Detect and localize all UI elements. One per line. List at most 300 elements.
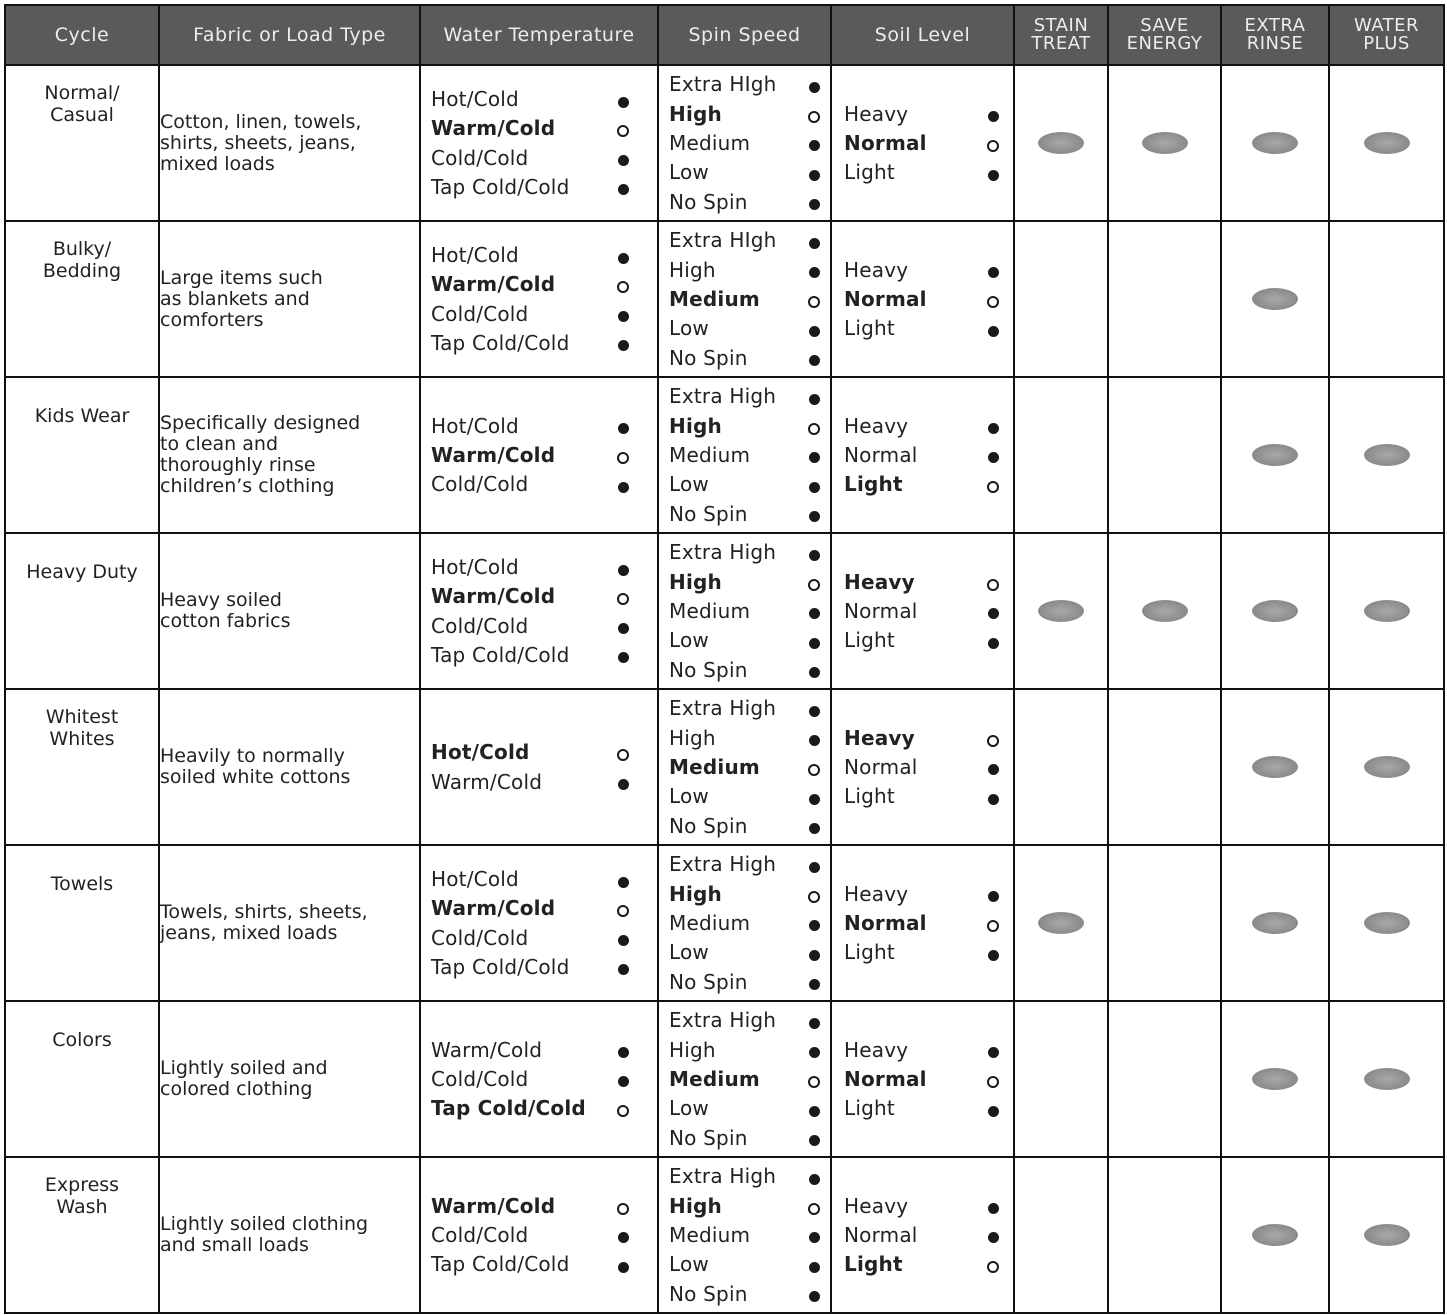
default-setting-open-circle-icon [617, 1105, 629, 1117]
available-setting-dot-icon [809, 794, 820, 805]
water-temperature-option-label: Tap Cold/Cold [431, 1096, 586, 1121]
soil-level-option-label: Light [844, 316, 895, 341]
water-temperature-option [431, 328, 629, 357]
water-temperature-option-label: Warm/Cold [431, 1037, 543, 1062]
spin-speed-option-label: Low [669, 784, 709, 809]
water-temperature-option-label: Warm/Cold [431, 769, 543, 794]
available-setting-dot-icon [988, 1106, 999, 1117]
cycle-row [5, 65, 1444, 221]
save-energy-available-oval-icon [1142, 132, 1188, 154]
available-setting-dot-icon [988, 111, 999, 122]
water-temperature-cell [420, 377, 658, 533]
water-temperature-option [431, 1220, 629, 1249]
soil-level-option-label: Normal [844, 910, 927, 935]
available-setting-dot-icon [809, 267, 820, 278]
cycle-cell [5, 533, 159, 689]
soil-level-option-label: Light [844, 160, 895, 185]
available-setting-dot-icon [809, 920, 820, 931]
water-temperature-option-label: Hot/Cold [431, 413, 519, 438]
cycle-name: Bulky/ Bedding [42, 238, 122, 282]
soil-level-option [844, 596, 999, 625]
cycle-name: Towels [50, 873, 114, 895]
soil-level-option [844, 99, 999, 128]
spin-speed-cell [658, 1157, 831, 1313]
water-temperature-option-list [421, 240, 657, 357]
extra-rinse-cell [1221, 221, 1329, 377]
spin-speed-option [669, 967, 820, 996]
spin-speed-cell [658, 689, 831, 845]
available-setting-dot-icon [988, 267, 999, 278]
available-setting-dot-icon [618, 184, 629, 195]
soil-level-option-label: Light [844, 472, 903, 497]
fabric-load-type: Cotton, linen, towels, shirts, sheets, jeans, mixed loads [159, 65, 420, 221]
default-setting-open-circle-icon [987, 579, 999, 591]
spin-speed-option-label: High [669, 881, 722, 906]
extra-rinse-available-oval-icon [1252, 444, 1298, 466]
water-temperature-option [431, 240, 629, 269]
spin-speed-option-label: High [669, 725, 716, 750]
available-setting-dot-icon [988, 452, 999, 463]
laundry-basket-colors-icon [40, 1059, 124, 1129]
water-plus-cell [1329, 1001, 1444, 1157]
save-energy-cell [1108, 65, 1221, 221]
header-spin-speed: Spin Speed [658, 5, 831, 65]
default-setting-open-circle-icon [808, 1076, 820, 1088]
default-setting-open-circle-icon [987, 920, 999, 932]
spin-speed-option-label: High [669, 1193, 722, 1218]
water-plus-available-oval-icon [1364, 444, 1410, 466]
spin-speed-option [669, 1220, 820, 1249]
extra-rinse-available-oval-icon [1252, 600, 1298, 622]
water-temperature-option [431, 143, 629, 172]
available-setting-dot-icon [809, 394, 820, 405]
spin-speed-option [669, 343, 820, 372]
spin-speed-option [669, 470, 820, 499]
default-setting-open-circle-icon [617, 452, 629, 464]
spin-speed-cell [658, 221, 831, 377]
water-temperature-option-label: Warm/Cold [431, 584, 556, 609]
spin-speed-option [669, 1006, 820, 1035]
available-setting-dot-icon [809, 199, 820, 210]
header-stain-treat: STAIN TREAT [1014, 5, 1108, 65]
cycle-cell [5, 689, 159, 845]
extra-rinse-available-oval-icon [1252, 912, 1298, 934]
available-setting-dot-icon [988, 638, 999, 649]
spin-speed-option-label: High [669, 257, 716, 282]
header-row [5, 5, 1444, 65]
stain-treat-cell [1014, 845, 1108, 1001]
save-energy-cell [1108, 377, 1221, 533]
soil-level-cell [831, 1157, 1014, 1313]
spin-speed-option [669, 752, 820, 781]
available-setting-dot-icon [809, 979, 820, 990]
available-setting-dot-icon [618, 964, 629, 975]
save-energy-cell [1108, 689, 1221, 845]
soil-level-option-label: Normal [844, 286, 927, 311]
stain-treat-cell [1014, 1157, 1108, 1313]
soil-level-option [844, 782, 999, 811]
stain-treat-available-oval-icon [1038, 600, 1084, 622]
available-setting-dot-icon [988, 423, 999, 434]
soil-level-option [844, 1035, 999, 1064]
spin-speed-option-list [659, 70, 830, 216]
available-setting-dot-icon [988, 608, 999, 619]
spin-speed-option-label: Medium [669, 910, 751, 935]
cycle-row [5, 1157, 1444, 1313]
spin-speed-option-label: Low [669, 472, 709, 497]
soil-level-option [844, 470, 999, 499]
spin-speed-option-label: Extra HIgh [669, 72, 777, 97]
cycle-guide-table [4, 4, 1445, 1314]
soil-level-option [844, 723, 999, 752]
available-setting-dot-icon [988, 326, 999, 337]
spin-speed-option-label: Medium [669, 130, 751, 155]
water-temperature-option [431, 1250, 629, 1279]
default-setting-open-circle-icon [987, 1261, 999, 1273]
water-plus-available-oval-icon [1364, 912, 1410, 934]
spin-speed-option-label: Extra High [669, 384, 777, 409]
available-setting-dot-icon [809, 1262, 820, 1273]
extra-rinse-cell [1221, 689, 1329, 845]
extra-rinse-available-oval-icon [1252, 288, 1298, 310]
overalls-icon [40, 591, 124, 661]
available-setting-dot-icon [809, 452, 820, 463]
folded-bedding-icon [40, 290, 124, 360]
save-energy-available-oval-icon [1142, 600, 1188, 622]
soil-level-option-list [832, 1191, 1013, 1279]
default-setting-open-circle-icon [617, 1203, 629, 1215]
kids-clothes-icon [40, 435, 124, 505]
available-setting-dot-icon [809, 140, 820, 151]
water-temperature-option-list [421, 864, 657, 981]
spin-speed-option [669, 70, 820, 99]
available-setting-dot-icon [809, 735, 820, 746]
water-temperature-option [431, 767, 629, 796]
spin-speed-option-label: No Spin [669, 1125, 748, 1150]
spin-speed-option-label: No Spin [669, 501, 748, 526]
water-temperature-option [431, 84, 629, 113]
available-setting-dot-icon [988, 1203, 999, 1214]
default-setting-open-circle-icon [808, 1203, 820, 1215]
soil-level-cell [831, 533, 1014, 689]
spin-speed-option [669, 128, 820, 157]
extra-rinse-available-oval-icon [1252, 132, 1298, 154]
spin-speed-cell [658, 65, 831, 221]
soil-level-option-label: Heavy [844, 881, 909, 906]
available-setting-dot-icon [809, 950, 820, 961]
water-temperature-option [431, 738, 629, 767]
available-setting-dot-icon [809, 1106, 820, 1117]
spin-speed-option [669, 284, 820, 313]
water-temperature-option-label: Tap Cold/Cold [431, 174, 570, 199]
default-setting-open-circle-icon [808, 579, 820, 591]
default-setting-open-circle-icon [987, 481, 999, 493]
available-setting-dot-icon [618, 623, 629, 634]
available-setting-dot-icon [988, 170, 999, 181]
spin-speed-option-list [659, 694, 830, 840]
soil-level-option-label: Heavy [844, 413, 909, 438]
extra-rinse-available-oval-icon [1252, 1068, 1298, 1090]
available-setting-dot-icon [809, 1135, 820, 1146]
stain-treat-cell [1014, 65, 1108, 221]
spin-speed-option [669, 1250, 820, 1279]
fabric-load-type: Heavily to normally soiled white cottons [159, 689, 420, 845]
water-temperature-option-list [421, 411, 657, 499]
spin-speed-option [669, 255, 820, 284]
soil-level-cell [831, 689, 1014, 845]
water-plus-available-oval-icon [1364, 132, 1410, 154]
spin-speed-option-label: High [669, 1037, 716, 1062]
stain-treat-available-oval-icon [1038, 912, 1084, 934]
spin-speed-option-label: No Spin [669, 657, 748, 682]
soil-level-option [844, 411, 999, 440]
soil-level-option-label: Heavy [844, 1193, 909, 1218]
water-plus-cell [1329, 65, 1444, 221]
water-temperature-option-label: Warm/Cold [431, 272, 556, 297]
cycle-row [5, 221, 1444, 377]
stain-treat-cell [1014, 1001, 1108, 1157]
spin-speed-option-label: Low [669, 940, 709, 965]
water-temperature-option-label: Hot/Cold [431, 740, 530, 765]
cycle-name: Kids Wear [34, 405, 130, 427]
water-temperature-cell [420, 65, 658, 221]
water-temperature-option-list [421, 738, 657, 797]
default-setting-open-circle-icon [808, 296, 820, 308]
available-setting-dot-icon [809, 482, 820, 493]
soil-level-option [844, 128, 999, 157]
cycle-name: Heavy Duty [26, 561, 138, 583]
water-temperature-option-label: Cold/Cold [431, 1066, 529, 1091]
soil-level-option [844, 908, 999, 937]
water-temperature-option-label: Tap Cold/Cold [431, 1252, 570, 1277]
extra-rinse-cell [1221, 65, 1329, 221]
spin-speed-option [669, 567, 820, 596]
extra-rinse-available-oval-icon [1252, 756, 1298, 778]
spin-speed-option [669, 187, 820, 216]
water-temperature-cell [420, 221, 658, 377]
default-setting-open-circle-icon [617, 905, 629, 917]
spin-speed-option [669, 382, 820, 411]
spin-speed-option-list [659, 850, 830, 996]
spin-speed-option-label: No Spin [669, 969, 748, 994]
spin-speed-option [669, 1279, 820, 1308]
spin-speed-option-list [659, 1162, 830, 1308]
water-temperature-option [431, 640, 629, 669]
spin-speed-option [669, 938, 820, 967]
cycle-cell [5, 65, 159, 221]
available-setting-dot-icon [618, 652, 629, 663]
available-setting-dot-icon [618, 1047, 629, 1058]
spin-speed-option [669, 694, 820, 723]
available-setting-dot-icon [809, 170, 820, 181]
available-setting-dot-icon [809, 355, 820, 366]
default-setting-open-circle-icon [617, 749, 629, 761]
fabric-load-type: Large items such as blankets and comforters [159, 221, 420, 377]
spin-speed-option [669, 596, 820, 625]
water-temperature-option-label: Cold/Cold [431, 145, 529, 170]
soil-level-option-label: Heavy [844, 1037, 909, 1062]
water-temperature-option-label: Cold/Cold [431, 301, 529, 326]
default-setting-open-circle-icon [987, 1076, 999, 1088]
soil-level-option-list [832, 99, 1013, 187]
spin-speed-option-label: Extra High [669, 696, 777, 721]
available-setting-dot-icon [988, 891, 999, 902]
available-setting-dot-icon [618, 935, 629, 946]
spin-speed-cell [658, 377, 831, 533]
spin-speed-option-list [659, 226, 830, 372]
spin-speed-option [669, 850, 820, 879]
soil-level-option [844, 1064, 999, 1093]
spin-speed-option [669, 626, 820, 655]
available-setting-dot-icon [809, 511, 820, 522]
spin-speed-option-label: Low [669, 316, 709, 341]
spin-speed-option-label: Extra HIgh [669, 228, 777, 253]
soil-level-option-label: Heavy [844, 101, 909, 126]
tshirt-and-pants-icon [40, 134, 124, 204]
available-setting-dot-icon [988, 764, 999, 775]
soil-level-option [844, 1094, 999, 1123]
fabric-load-type: Specifically designed to clean and thoroughly rinse children’s clothing [159, 377, 420, 533]
default-setting-open-circle-icon [808, 891, 820, 903]
spin-speed-option [669, 440, 820, 469]
soil-level-option-label: Normal [844, 442, 918, 467]
soil-level-cell [831, 1001, 1014, 1157]
soil-level-option-label: Light [844, 1252, 903, 1277]
water-plus-cell [1329, 1157, 1444, 1313]
cycle-cell [5, 1157, 159, 1313]
soil-level-option [844, 879, 999, 908]
header-extra-rinse: EXTRA RINSE [1221, 5, 1329, 65]
water-temperature-option-label: Cold/Cold [431, 1222, 529, 1247]
fabric-load-type: Lightly soiled and colored clothing [159, 1001, 420, 1157]
soil-level-option-label: Normal [844, 1066, 927, 1091]
available-setting-dot-icon [809, 706, 820, 717]
water-temperature-option-label: Warm/Cold [431, 1193, 556, 1218]
available-setting-dot-icon [618, 311, 629, 322]
water-temperature-option [431, 1094, 629, 1123]
header-fabric: Fabric or Load Type [159, 5, 420, 65]
available-setting-dot-icon [809, 862, 820, 873]
spin-speed-option-list [659, 382, 830, 528]
water-plus-cell [1329, 221, 1444, 377]
spin-speed-option [669, 158, 820, 187]
cycle-row [5, 845, 1444, 1001]
extra-rinse-available-oval-icon [1252, 1224, 1298, 1246]
soil-level-option-label: Light [844, 940, 895, 965]
spin-speed-option-label: Medium [669, 286, 760, 311]
water-temperature-option-label: Warm/Cold [431, 116, 556, 141]
available-setting-dot-icon [988, 1047, 999, 1058]
spin-speed-option-label: Low [669, 1096, 709, 1121]
cycle-row [5, 533, 1444, 689]
available-setting-dot-icon [809, 1018, 820, 1029]
water-temperature-option [431, 582, 629, 611]
available-setting-dot-icon [809, 1047, 820, 1058]
water-temperature-option [431, 440, 629, 469]
fabric-load-type: Towels, shirts, sheets, jeans, mixed loads [159, 845, 420, 1001]
header-water-plus: WATER PLUS [1329, 5, 1444, 65]
soil-level-option [844, 314, 999, 343]
available-setting-dot-icon [618, 253, 629, 264]
water-temperature-option [431, 1064, 629, 1093]
soil-level-option-list [832, 411, 1013, 499]
save-energy-cell [1108, 221, 1221, 377]
spin-speed-cell [658, 845, 831, 1001]
water-temperature-option-list [421, 84, 657, 201]
default-setting-open-circle-icon [987, 296, 999, 308]
save-energy-cell [1108, 533, 1221, 689]
available-setting-dot-icon [809, 1174, 820, 1185]
water-temperature-option [431, 411, 629, 440]
spin-speed-option-label: High [669, 413, 722, 438]
header-soil-level: Soil Level [831, 5, 1014, 65]
extra-rinse-cell [1221, 533, 1329, 689]
fabric-load-type: Heavy soiled cotton fabrics [159, 533, 420, 689]
soil-level-option-list [832, 567, 1013, 655]
spin-speed-option [669, 782, 820, 811]
water-plus-cell [1329, 689, 1444, 845]
spin-speed-option [669, 723, 820, 752]
spin-speed-option-label: No Spin [669, 813, 748, 838]
soil-level-option-list [832, 879, 1013, 967]
spin-speed-option-label: Medium [669, 1222, 751, 1247]
cycle-cell [5, 1001, 159, 1157]
spin-speed-option [669, 99, 820, 128]
spin-speed-option [669, 655, 820, 684]
spin-speed-option-label: Low [669, 160, 709, 185]
spin-speed-option [669, 314, 820, 343]
available-setting-dot-icon [809, 550, 820, 561]
default-setting-open-circle-icon [808, 764, 820, 776]
spin-speed-option-label: Medium [669, 442, 751, 467]
spin-speed-option-list [659, 538, 830, 684]
water-temperature-cell [420, 1157, 658, 1313]
water-temperature-cell [420, 1001, 658, 1157]
soil-level-option-label: Normal [844, 754, 918, 779]
available-setting-dot-icon [618, 340, 629, 351]
water-temperature-cell [420, 845, 658, 1001]
spin-speed-option-label: High [669, 101, 722, 126]
cycle-cell [5, 221, 159, 377]
water-temperature-option-label: Cold/Cold [431, 613, 529, 638]
soil-level-option [844, 284, 999, 313]
water-temperature-option [431, 1035, 629, 1064]
stain-treat-cell [1014, 377, 1108, 533]
express-wash-clock-icon [40, 1226, 124, 1296]
cycle-cell [5, 377, 159, 533]
save-energy-cell [1108, 1157, 1221, 1313]
default-setting-open-circle-icon [808, 111, 820, 123]
soil-level-option-label: Light [844, 628, 895, 653]
soil-level-option [844, 1191, 999, 1220]
soil-level-option [844, 255, 999, 284]
available-setting-dot-icon [618, 423, 629, 434]
available-setting-dot-icon [618, 1232, 629, 1243]
water-temperature-cell [420, 689, 658, 845]
available-setting-dot-icon [809, 823, 820, 834]
spin-speed-option-label: Low [669, 628, 709, 653]
extra-rinse-cell [1221, 845, 1329, 1001]
stain-treat-cell [1014, 221, 1108, 377]
available-setting-dot-icon [809, 1291, 820, 1302]
default-setting-open-circle-icon [808, 423, 820, 435]
water-plus-cell [1329, 533, 1444, 689]
available-setting-dot-icon [618, 565, 629, 576]
water-temperature-option-list [421, 552, 657, 669]
cycle-name: Express Wash [44, 1174, 120, 1218]
spin-speed-option [669, 879, 820, 908]
default-setting-open-circle-icon [617, 281, 629, 293]
